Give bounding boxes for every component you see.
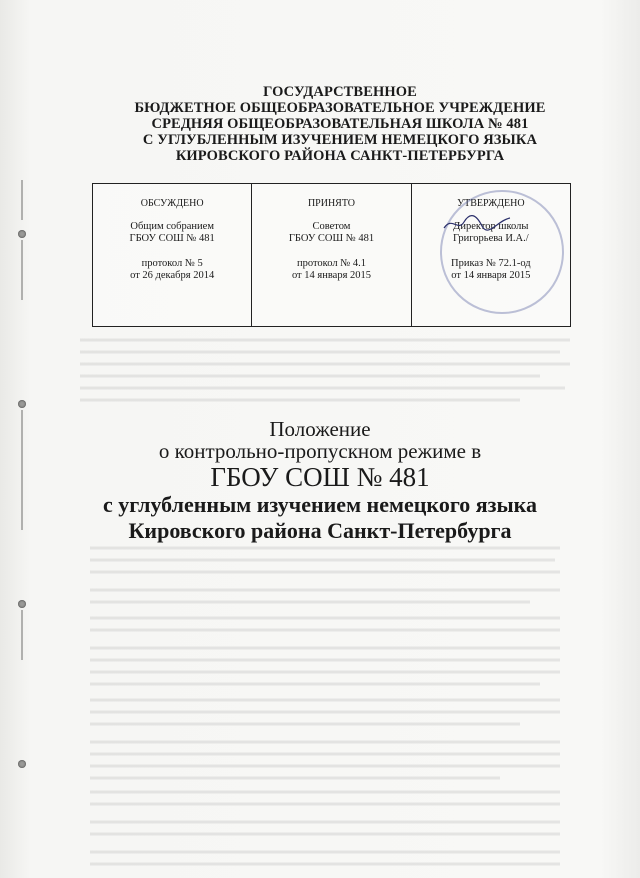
approved-order: Приказ № 72.1-од: [451, 257, 531, 269]
accepted-date: от 14 января 2015: [291, 270, 372, 281]
approved-title: УТВЕРЖДЕНО: [457, 198, 525, 209]
title-line: с углубленным изучением немецкого языка: [102, 492, 538, 517]
accepted-protocol: протокол № 4.1: [296, 257, 366, 269]
discussed-body: ГБОУ СОШ № 481: [129, 233, 215, 244]
document-title: [60, 418, 580, 544]
title-line: Кировского района Санкт-Петербурга: [128, 518, 512, 543]
accepted-cell: [252, 184, 411, 326]
header-line: КИРОВСКОГО РАЙОНА САНКТ-ПЕТЕРБУРГА: [175, 148, 505, 164]
discussed-date: от 26 декабря 2014: [130, 270, 215, 281]
header-line: СРЕДНЯЯ ОБЩЕОБРАЗОВАТЕЛЬНАЯ ШКОЛА № 481: [151, 116, 529, 132]
approved-cell: [412, 184, 570, 326]
discussed-body: Общим собранием: [130, 220, 214, 232]
title-line: Положение: [269, 417, 371, 441]
approved-body: Директор школы: [453, 220, 529, 232]
institution-header: [90, 84, 590, 164]
approved-date: от 14 января 2015: [451, 270, 531, 281]
accepted-body: Советом: [312, 220, 351, 232]
header-line: БЮДЖЕТНОЕ ОБЩЕОБРАЗОВАТЕЛЬНОЕ УЧРЕЖДЕНИЕ: [134, 100, 546, 116]
approved-body: Григорьева И.А./: [452, 233, 529, 244]
signature-icon: [442, 212, 512, 234]
header-line: С УГЛУБЛЕННЫМ ИЗУЧЕНИЕМ НЕМЕЦКОГО ЯЗЫКА: [142, 132, 538, 148]
approval-table: [92, 183, 571, 327]
discussed-title: ОБСУЖДЕНО: [140, 198, 204, 209]
accepted-body: ГБОУ СОШ № 481: [288, 233, 375, 244]
discussed-protocol: протокол № 5: [141, 257, 203, 269]
header-line: ГОСУДАРСТВЕННОЕ: [263, 84, 417, 100]
title-line: о контрольно-пропускном режиме в: [158, 439, 482, 463]
discussed-cell: [93, 184, 252, 326]
binding-edge: [14, 0, 34, 878]
accepted-title: ПРИНЯТО: [307, 198, 356, 209]
title-line: ГБОУ СОШ № 481: [210, 462, 430, 492]
